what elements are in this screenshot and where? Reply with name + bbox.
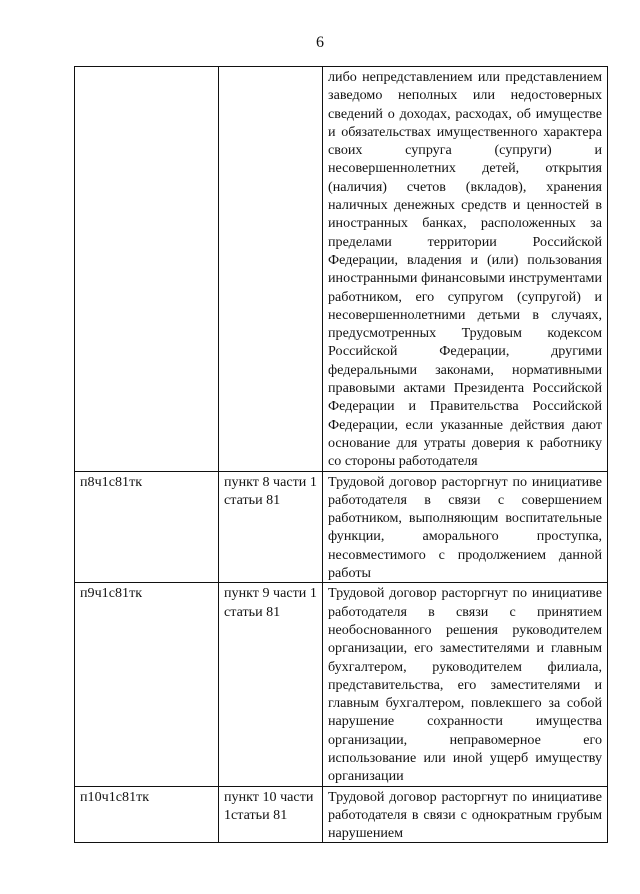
article-point-cell: пункт 8 части 1 статьи 81	[219, 471, 323, 583]
code-cell: п8ч1с81тк	[75, 471, 219, 583]
table-row	[75, 786, 608, 843]
table-row	[75, 67, 608, 472]
code-cell	[75, 67, 219, 472]
table-row	[75, 471, 608, 583]
description-cell: Трудовой договор расторгнут по инициативе работодателя в связи с принятием необоснованного решения руководителем организации, его заместителями и главным бухгалтером, руководителем филиала, представительства, его заместителями и главным бухгалтером, повлекшего за собой нарушение сохранности имущества организации, неправомерное его использование или иной ущерб имуществу организации	[323, 583, 608, 786]
code-cell: п10ч1с81тк	[75, 786, 219, 843]
article-point-cell: пункт 9 части 1 статьи 81	[219, 583, 323, 786]
page-number: 6	[316, 34, 324, 51]
code-cell: п9ч1с81тк	[75, 583, 219, 786]
dismissal-codes-table	[74, 66, 608, 843]
description-cell: Трудовой договор расторгнут по инициативе работодателя в связи с однократным грубым нарушением	[323, 786, 608, 843]
description-cell: Трудовой договор расторгнут по инициативе работодателя в связи с совершением работником, выполняющим воспитательные функции, аморального проступка, несовместимого с продолжением данной работы	[323, 471, 608, 583]
table-row	[75, 583, 608, 786]
article-point-cell: пункт 10 части 1статьи 81	[219, 786, 323, 843]
description-cell: либо непредставлением или представлением заведомо неполных или недостоверных сведений о доходах, расходах, об имуществе и обязательствах имущественного характера своих супруга (супруги) и несовершеннолетних детей, открытия (наличия) счетов (вкладов), хранения наличных денежных средств и ценностей в иностранных банках, расположенных за пределами территории Российской Федерации, владения и (или) пользования иностранными финансовыми инструментами работником, его супругом (супругой) и несовершеннолетними детьми в случаях, предусмотренных Трудовым кодексом Российской Федерации, другими федеральными законами, нормативными правовыми актами Президента Российской Федерации и Правительства Российской Федерации, если указанные действия дают основание для утраты доверия к работнику со стороны работодателя	[323, 67, 608, 472]
article-point-cell	[219, 67, 323, 472]
